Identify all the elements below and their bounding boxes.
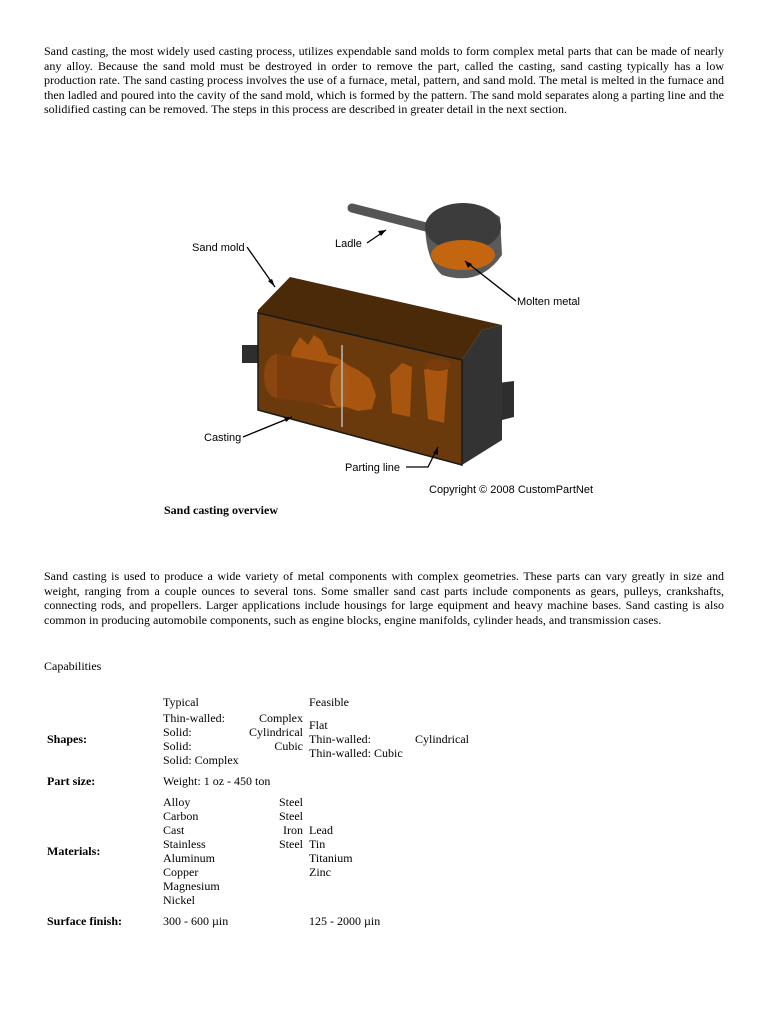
label-molten-metal: Molten metal — [517, 296, 580, 308]
col-typical: Typical — [163, 695, 199, 709]
label-materials: Materials: — [47, 844, 101, 858]
label-sand-mold: Sand mold — [192, 242, 245, 254]
label-part-size: Part size: — [47, 774, 96, 788]
figure-caption: Sand casting overview — [164, 503, 278, 517]
row-materials — [44, 794, 472, 908]
list-item: Stainless Steel — [163, 837, 303, 851]
label-parting-line: Parting line — [345, 462, 401, 474]
list-item: Solid: Cubic — [163, 739, 303, 753]
row-part-size — [44, 768, 472, 794]
table-header-row — [44, 694, 472, 710]
label-ladle: Ladle — [335, 238, 362, 250]
list-item: Nickel — [163, 893, 195, 907]
label-shapes: Shapes: — [47, 732, 88, 746]
list-item: Thin-walled: Cylindrical — [309, 732, 469, 746]
list-item: Thin-walled: Complex — [163, 711, 303, 725]
molten-metal-pool — [431, 240, 495, 270]
list-item: Magnesium — [163, 879, 220, 893]
list-item: Alloy Steel — [163, 795, 303, 809]
list-item: Cast Iron — [163, 823, 303, 837]
sand-casting-diagram — [180, 195, 610, 500]
capabilities-heading: Capabilities — [44, 659, 102, 673]
col-feasible: Feasible — [309, 695, 349, 709]
surface-finish-typical: 300 - 600 µin — [163, 914, 229, 928]
uses-paragraph: Sand casting is used to produce a wide variety of metal components with complex geometries. These parts can vary greatly in size and weight, ranging from a couple ounces to several tons. Some smaller sand cast parts include components as gears, pulleys, crankshafts, connecting rods, and propellers. Larger applications include housings for large equipment and heavy machine bases. Sand casting is also common in producing automobile components, such as engine blocks, engine manifolds, cylinder heads, and transmission cases. — [44, 569, 724, 627]
intro-paragraph: Sand casting, the most widely used casting process, utilizes expendable sand molds to form complex metal parts that can be made of nearly any alloy. Because the sand mold must be destroyed in order to remove the part, called the casting, sand casting typically has a low production rate. The sand casting process involves the use of a furnace, metal, pattern, and sand mold. The metal is melted in the furnace and then ladled and poured into the cavity of the sand mold, which is formed by the pattern. The sand mold separates along a parting line and the solidified casting can be removed. The steps in this process are described in greater detail in the next section. — [44, 44, 724, 116]
list-item: Solid: Complex — [163, 753, 239, 767]
surface-finish-feasible: 125 - 2000 µin — [309, 914, 381, 928]
ladle-handle — [352, 208, 430, 228]
copyright-text: Copyright © 2008 CustomPartNet — [429, 484, 594, 496]
part-size-typical: Weight: 1 oz - 450 ton — [163, 774, 271, 788]
list-item: Tin — [309, 837, 326, 851]
label-surface-finish: Surface finish: — [47, 914, 122, 928]
capabilities-table — [44, 694, 472, 929]
list-item: Titanium — [309, 851, 353, 865]
list-item: Flat — [309, 718, 328, 732]
list-item: Copper — [163, 865, 199, 879]
part-size-feasible — [306, 768, 472, 794]
row-shapes — [44, 710, 472, 768]
list-item: Thin-walled: Cubic — [309, 746, 403, 760]
label-casting: Casting — [204, 432, 242, 444]
list-item: Aluminum — [163, 851, 216, 865]
list-item: Carbon Steel — [163, 809, 303, 823]
row-surface-finish — [44, 908, 472, 929]
mold-handle-left — [242, 345, 258, 363]
list-item: Solid: Cylindrical — [163, 725, 303, 739]
list-item: Zinc — [309, 865, 331, 879]
list-item: Lead — [309, 823, 333, 837]
